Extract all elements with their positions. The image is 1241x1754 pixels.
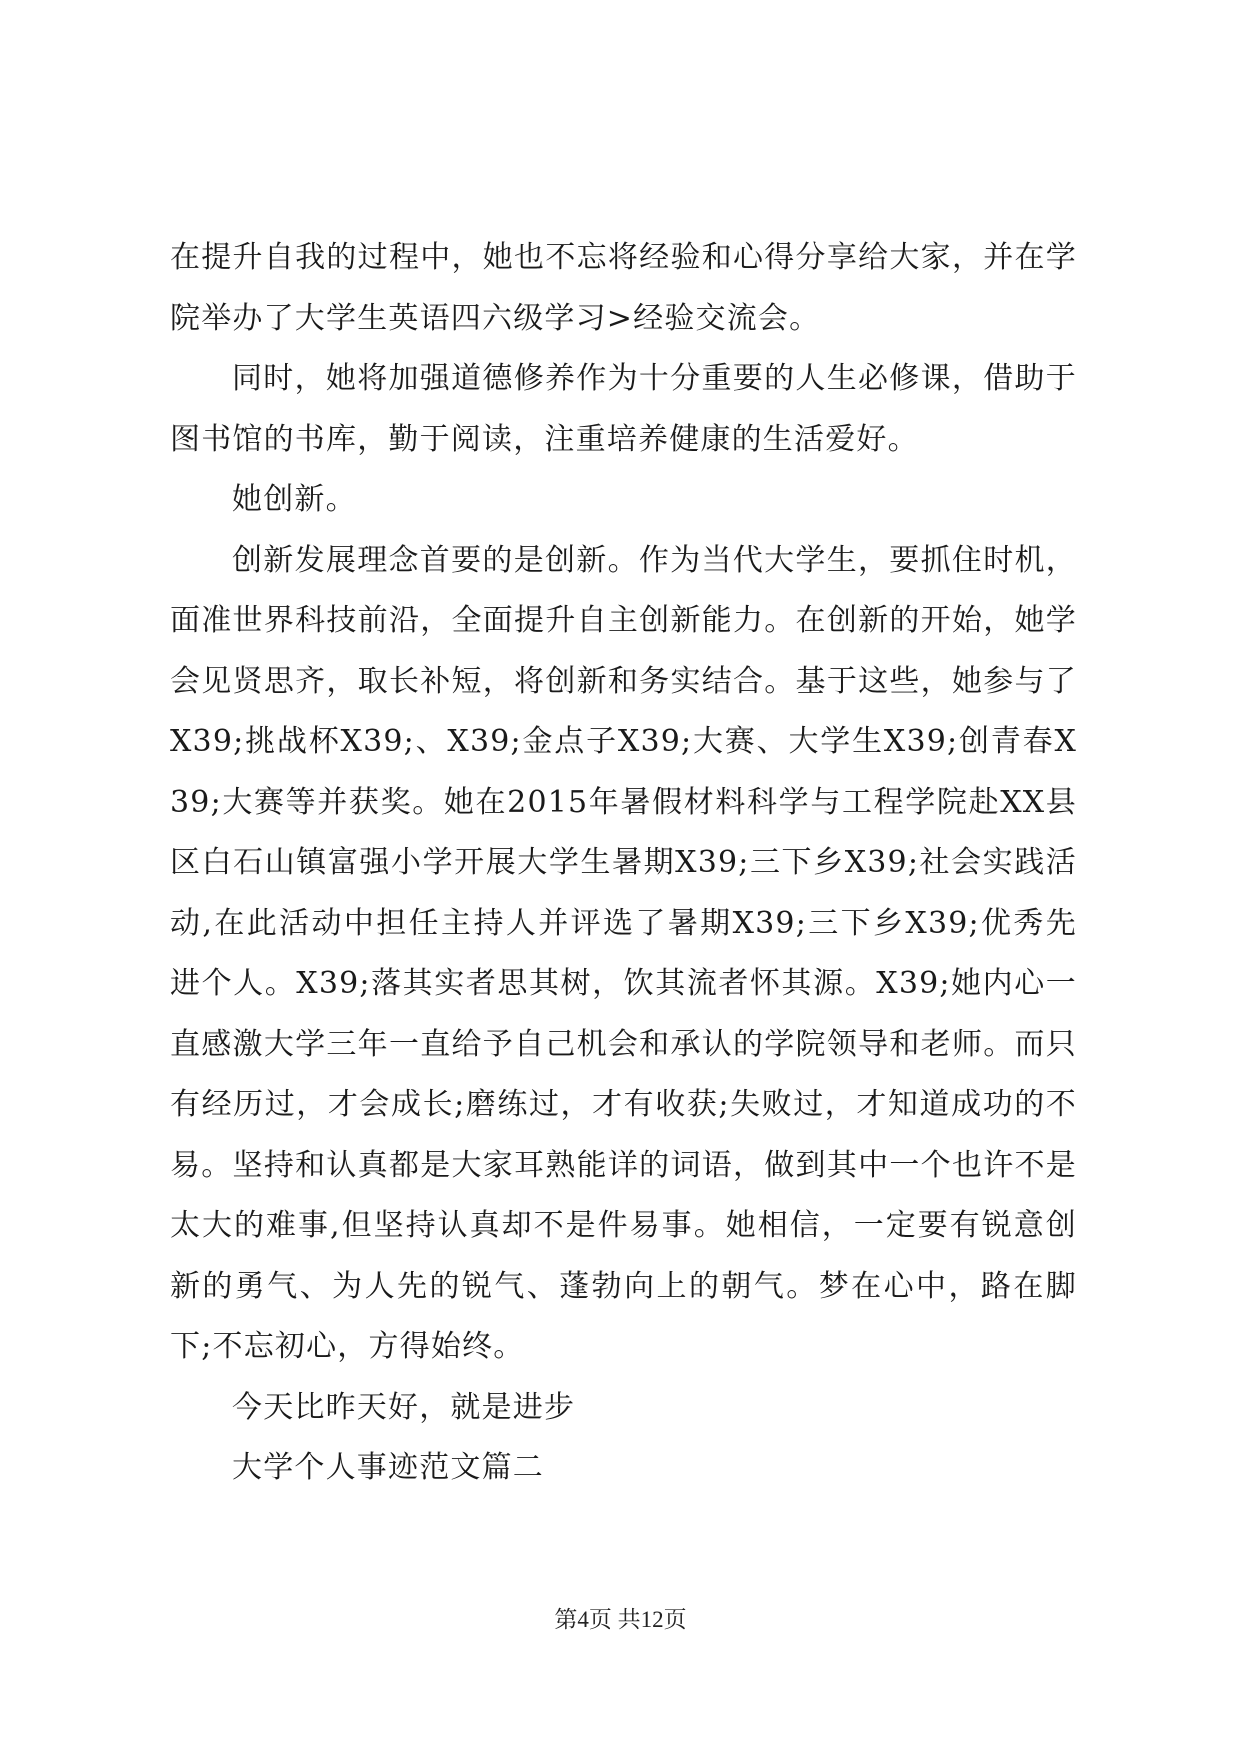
section-title-part-two: 大学个人事迹范文篇二 bbox=[232, 1450, 544, 1485]
paragraph-sharing-experience: 在提升自我的过程中，她也不忘将经验和心得分享给大家，并在学院举办了大学生英语四六级学习>经验交流会。 bbox=[170, 240, 1077, 336]
paragraph-progress: 今天比昨天好，就是进步 bbox=[232, 1389, 576, 1425]
document-body bbox=[170, 228, 1077, 1499]
paragraph-moral-cultivation: 同时，她将加强道德修养作为十分重要的人生必修课，借助于图书馆的书库，勤于阅读，注重培养健康的生活爱好。 bbox=[170, 361, 1077, 457]
paragraph-innovation-heading: 她创新。 bbox=[232, 482, 357, 517]
paragraph-innovation-body: 创新发展理念首要的是创新。作为当代大学生，要抓住时机，面准世界科技前沿，全面提升自主创新能力。在创新的开始，她学会见贤思齐，取长补短，将创新和务实结合。基于这些，她参与了X39;挑战杯X39;、X39;金点子X39;大赛、大学生X39;创青春X39;大赛等并获奖。她在2015年暑假材料科学与工程学院赴XX县区白石山镇富强小学开展大学生暑期X39;三下乡X39;社会实践活动,在此活动中担任主持人并评选了暑期X39;三下乡X39;优秀先进个人。X39;落其实者思其树，饮其流者怀其源。X39;她内心一直感激大学三年一直给予自己机会和承认的学院领导和老师。而只有经历过，才会成长;磨练过，才有收获;失败过，才知道成功的不易。坚持和认真都是大家耳熟能详的词语，做到其中一个也许不是太大的难事,但坚持认真却不是件易事。她相信，一定要有锐意创新的勇气、为人先的锐气、蓬勃向上的朝气。梦在心中，路在脚下;不忘初心，方得始终。 bbox=[170, 542, 1077, 1364]
page-footer: 第4页 共12页 bbox=[554, 1607, 687, 1632]
